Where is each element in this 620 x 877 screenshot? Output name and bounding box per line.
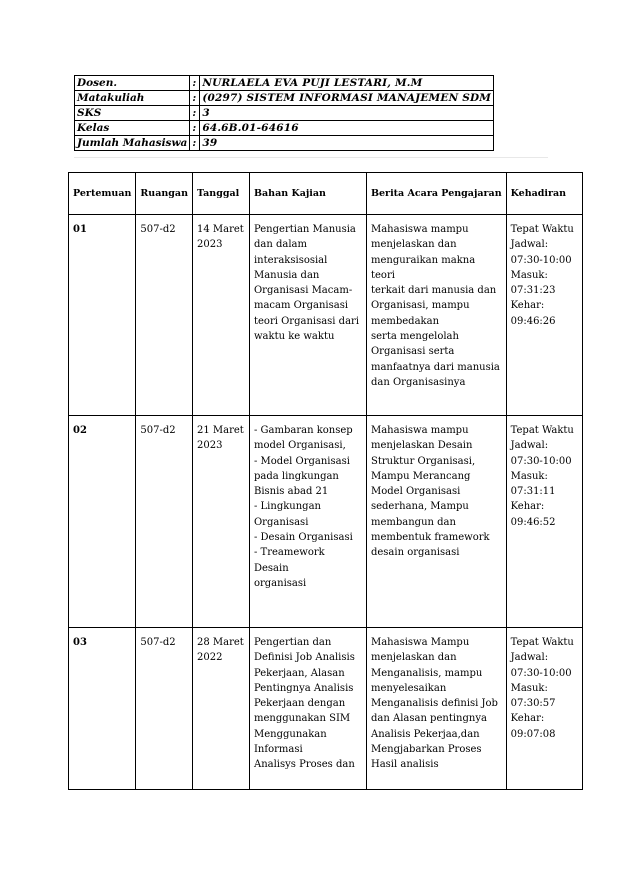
header-bahan-kajian: Bahan Kajian [249,173,366,215]
info-row-matakuliah [75,91,494,106]
header-berita-acara: Berita Acara Pengajaran [366,173,506,215]
cell-bahan-kajian: - Gambaran konsep model Organisasi, - Model Organisasi pada lingkungan Bisnis abad 21 - Lingkungan Organisasi - Desain Organisasi - Treamework Desain organisasi [249,416,366,628]
cell-bahan-kajian: Pengertian Manusia dan dalam interaksisosial Manusia dan Organisasi Macam-macam Organisasi teori Organisasi dari waktu ke waktu [249,215,366,416]
cell-kehadiran: Tepat Waktu Jadwal: 07:30-10:00 Masuk: 07:31:23 Kehar: 09:46:26 [506,215,582,416]
info-separator: : [190,106,200,121]
cell-pertemuan: 01 [69,215,136,416]
info-separator: : [190,121,200,136]
info-label: Dosen. [75,76,190,91]
info-separator: : [190,76,200,91]
table-row [69,215,583,416]
info-label: Matakuliah [75,91,190,106]
info-value: NURLAELA EVA PUJI LESTARI, M.M [200,76,494,91]
cell-kehadiran: Tepat Waktu Jadwal: 07:30-10:00 Masuk: 07:31:11 Kehar: 09:46:52 [506,416,582,628]
cell-ruangan: 507-d2 [136,416,193,628]
cell-bahan-kajian: Pengertian dan Definisi Job Analisis Pekerjaan, Alasan Pentingnya Analisis Pekerjaan dengan menggunakan SIM Menggunakan Informasi Analisys Proses dan [249,628,366,790]
info-row-kelas [75,121,494,136]
table-row [69,416,583,628]
info-value: (0297) SISTEM INFORMASI MANAJEMEN SDM [200,91,494,106]
cell-tanggal: 14 Maret 2023 [192,215,249,416]
cell-tanggal: 21 Maret 2023 [192,416,249,628]
info-value: 64.6B.01-64616 [200,121,494,136]
info-separator: : [190,136,200,151]
cell-kehadiran: Tepat Waktu Jadwal: 07:30-10:00 Masuk: 07:30:57 Kehar: 09:07:08 [506,628,582,790]
table-row [69,628,583,790]
info-separator: : [190,91,200,106]
cell-ruangan: 507-d2 [136,215,193,416]
cell-pertemuan: 03 [69,628,136,790]
info-row-jumlah-mahasiswa [75,136,494,151]
course-info-table [74,75,494,151]
info-label: SKS [75,106,190,121]
cell-berita-acara: Mahasiswa mampu menjelaskan Desain Struktur Organisasi, Mampu Merancang Model Organisasi sederhana, Mampu membangun dan membentuk framework desain organisasi [366,416,506,628]
section-divider [74,157,548,158]
cell-ruangan: 507-d2 [136,628,193,790]
info-value: 3 [200,106,494,121]
header-ruangan: Ruangan [136,173,193,215]
info-label: Kelas [75,121,190,136]
cell-berita-acara: Mahasiswa mampu menjelaskan dan menguraikan makna teori terkait dari manusia dan Organisasi, mampu membedakan serta mengelolah Organisasi serta manfaatnya dari manusia dan Organisasinya [366,215,506,416]
header-pertemuan: Pertemuan [69,173,136,215]
attendance-table [68,172,583,790]
cell-tanggal: 28 Maret 2022 [192,628,249,790]
info-row-dosen [75,76,494,91]
header-tanggal: Tanggal [192,173,249,215]
header-kehadiran: Kehadiran [506,173,582,215]
table-header-row [69,173,583,215]
cell-pertemuan: 02 [69,416,136,628]
cell-berita-acara: Mahasiswa Mampu menjelaskan dan Menganalisis, mampu menyelesaikan Menganalisis definisi Job dan Alasan pentingnya Analisis Pekerjaa,dan Mengjabarkan Proses Hasil analisis [366,628,506,790]
info-label: Jumlah Mahasiswa [75,136,190,151]
info-value: 39 [200,136,494,151]
info-row-sks [75,106,494,121]
